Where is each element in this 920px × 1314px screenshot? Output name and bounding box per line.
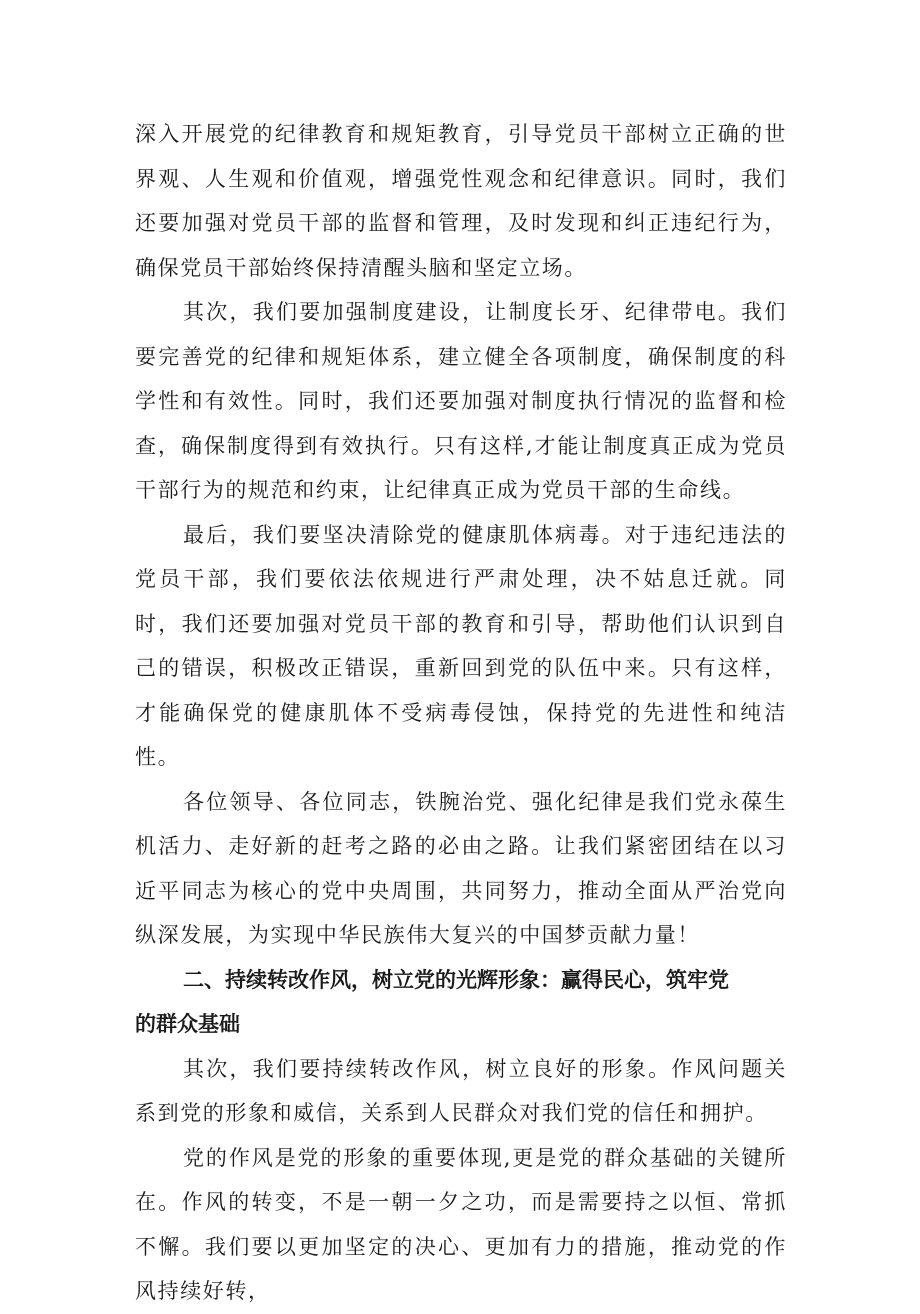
paragraph-3: 最后，我们要坚决清除党的健康肌体病毒。对于违纪违法的党员干部，我们要依法依规进行严肃处理，决不姑息迁就。同时，我们还要加强对党员干部的教育和引导，帮助他们认识到自己的错误，积极改正错误，重新回到党的队伍中来。只有这样，才能确保党的健康肌体不受病毒侵蚀，保持党的先进性和纯洁性。 bbox=[135, 522, 787, 769]
paragraph-6: 党的作风是党的形象的重要体现,更是党的群众基础的关键所在。作风的转变，不是一朝一夕之功，而是需要持之以恒、常抓不懈。我们要以更加坚定的决心、更加有力的措施，推动党的作风持续好转， bbox=[135, 1145, 787, 1303]
document-body bbox=[135, 112, 787, 1314]
paragraph-5: 其次，我们要持续转改作风，树立良好的形象。作风问题关系到党的形象和威信，关系到人民群众对我们党的信任和拥护。 bbox=[135, 1056, 787, 1125]
paragraph-1: 深入开展党的纪律教育和规矩教育，引导党员干部树立正确的世界观、人生观和价值观，增强党性观念和纪律意识。同时，我们还要加强对党员干部的监督和管理，及时发现和纠正违纪行为，确保党员干部始终保持清醒头脑和坚定立场。 bbox=[135, 122, 787, 280]
paragraph-4: 各位领导、各位同志，铁腕治党、强化纪律是我们党永葆生机活力、走好新的赶考之路的必由之路。让我们紧密团结在以习近平同志为核心的党中央周围，共同努力，推动全面从严治党向纵深发展，为实现中华民族伟大复兴的中国梦贡献力量！ bbox=[135, 789, 787, 947]
section-heading: 二、持续转改作风，树立党的光辉形象：赢得民心，筑牢党的群众基础 bbox=[135, 967, 729, 1036]
paragraph-2: 其次，我们要加强制度建设，让制度长牙、纪律带电。我们要完善党的纪律和规矩体系，建立健全各项制度，确保制度的科学性和有效性。同时，我们还要加强对制度执行情况的监督和检查，确保制度得到有效执行。只有这样,才能让制度真正成为党员干部行为的规范和约束，让纪律真正成为党员干部的生命线。 bbox=[135, 300, 787, 502]
